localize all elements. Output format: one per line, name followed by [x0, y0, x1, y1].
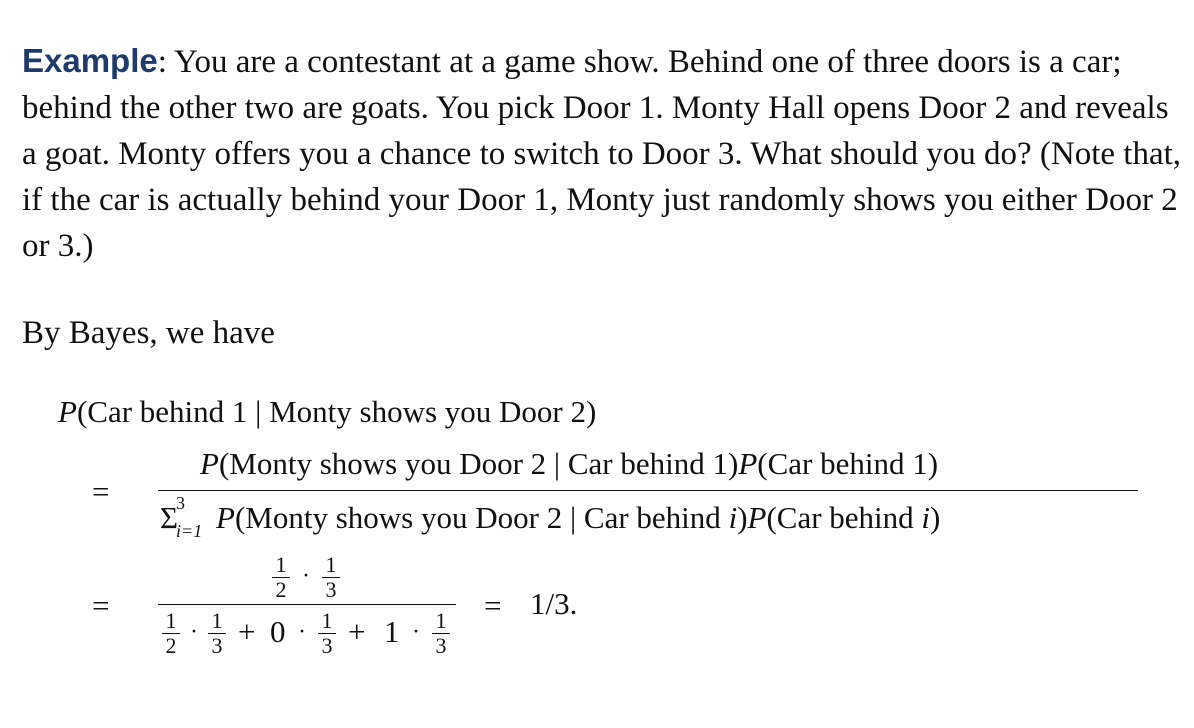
- den-frac-half: [162, 610, 180, 657]
- sum-sub: i=1: [176, 521, 203, 541]
- dd2: 2: [165, 633, 177, 658]
- equals-3: =: [484, 588, 502, 623]
- den-i: i: [728, 500, 738, 535]
- den-plus-1: +: [238, 614, 256, 649]
- d2: 2: [275, 577, 287, 602]
- den-close2: ): [930, 500, 941, 535]
- dd5: 3: [435, 633, 447, 658]
- fraction1-denominator: [160, 493, 941, 541]
- den-P2: P: [747, 500, 767, 535]
- equals-2: =: [92, 588, 110, 623]
- den-frac-third-2: [318, 610, 336, 657]
- den-zero: 0: [270, 614, 286, 649]
- sum-symbol: Σ: [160, 500, 179, 535]
- example-paragraph: [22, 38, 1182, 269]
- den-a: (Monty shows you Door 2 | Car behind: [234, 500, 729, 535]
- dn4: 1: [435, 608, 447, 633]
- example-text: : You are a contestant at a game show. Behind one of three doors is a car; behind the other two are goats. You pick Door 1. Monty Hall opens Door 2 and reveals a goat. Monty offers you a chance to switch to Door 3. What should you do? (Note that, if the car is actually behind your Door 1, Monty just randomly shows you either Door 2 or 3.): [22, 44, 1182, 264]
- num-frac-half: [272, 554, 290, 601]
- num-P1: P: [200, 446, 219, 481]
- sum-sup: 3: [176, 493, 186, 513]
- example-label: Example: [22, 42, 158, 79]
- fraction1-numerator: [200, 448, 938, 479]
- den-frac-third-3: [432, 610, 450, 657]
- dd3: 3: [211, 633, 223, 658]
- den-P1: P: [216, 500, 235, 535]
- fraction2-bar: [158, 604, 456, 605]
- den-dot-3: ·: [412, 619, 420, 645]
- equals-1: =: [92, 474, 110, 509]
- dd4: 3: [321, 633, 333, 658]
- lhs-P: P: [58, 394, 77, 429]
- lead-text: By Bayes, we have: [22, 315, 275, 351]
- d3: 3: [325, 577, 337, 602]
- den-dot-2: ·: [298, 619, 306, 645]
- den-plus-2: +: [348, 614, 366, 649]
- n1: 1: [275, 552, 287, 577]
- num-P2: P: [738, 446, 758, 481]
- dn2: 1: [211, 608, 223, 633]
- dn3: 1: [321, 608, 333, 633]
- num-dot: ·: [302, 563, 310, 589]
- den-dot-1: ·: [190, 619, 198, 645]
- den-frac-third-1: [208, 610, 226, 657]
- dn1: 1: [165, 608, 177, 633]
- equation-lhs: [58, 396, 596, 427]
- den-one: 1: [384, 614, 400, 649]
- result-value: 1/3.: [530, 586, 578, 621]
- den-i2: i: [921, 500, 931, 535]
- lhs-arg: (Car behind 1 | Monty shows you Door 2): [76, 394, 597, 429]
- den-b: (Car behind: [766, 500, 922, 535]
- fraction1-bar: [158, 490, 1138, 491]
- den-close: ): [737, 500, 748, 535]
- num-b: (Car behind 1): [757, 446, 939, 481]
- num-a: (Monty shows you Door 2 | Car behind 1): [218, 446, 739, 481]
- n1b: 1: [325, 552, 337, 577]
- num-frac-third: [322, 554, 340, 601]
